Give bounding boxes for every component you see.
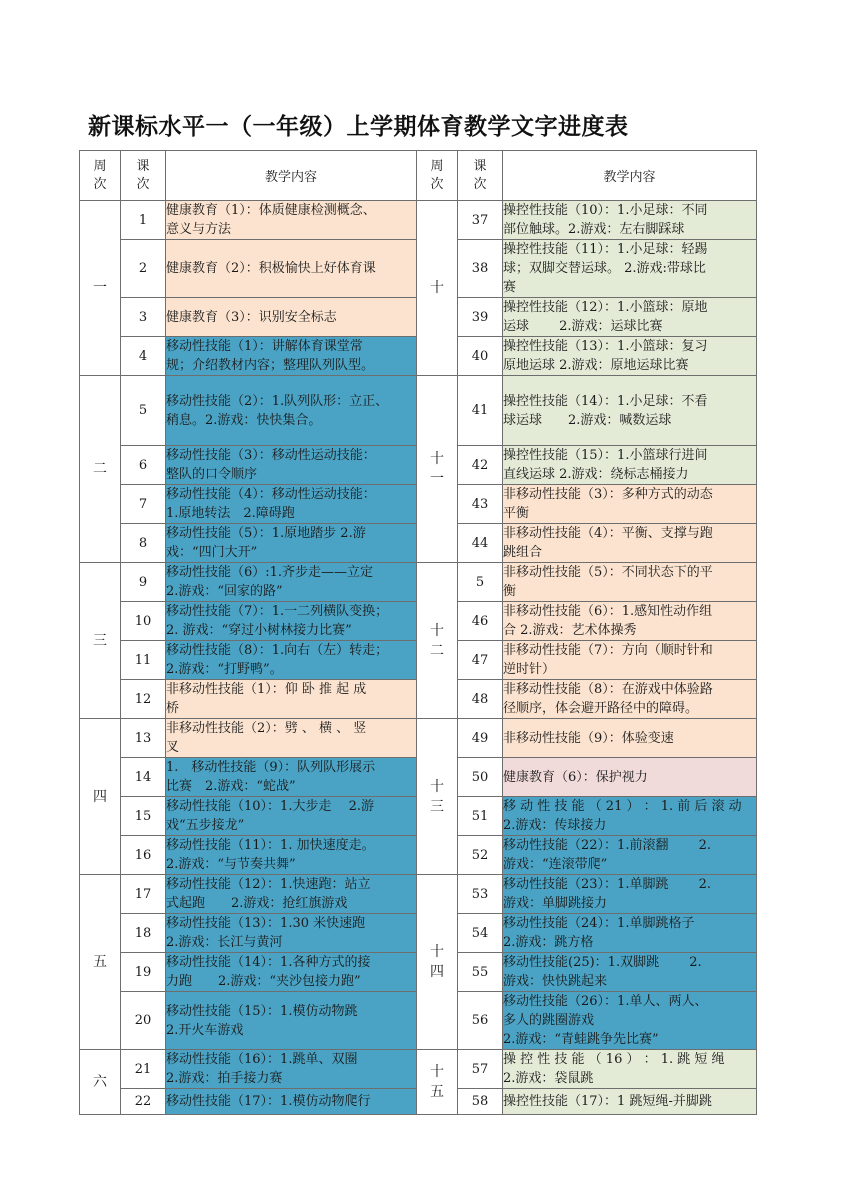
lesson-content-line: 2.游戏：长江与黄河	[166, 935, 283, 950]
week-label: 五	[430, 1084, 444, 1100]
lesson-number: 44	[458, 524, 503, 563]
week-label: 二	[93, 461, 107, 477]
lesson-content-line: 健康教育（1）：体质健康检测概念、	[166, 203, 376, 218]
week-label: 十	[430, 622, 444, 639]
lesson-content-line: 非移动性技能（4）：平衡、支撑与跑	[503, 526, 713, 541]
lesson-number: 47	[458, 641, 503, 680]
table-row	[80, 376, 757, 446]
lesson-content-line: 移动性技能（2）：1.队列队形：立正、	[166, 393, 389, 409]
lesson-content-line: 逆时针）	[503, 662, 556, 677]
lesson-content-line: 移动性技能（13）：1.30 米快速跑	[166, 916, 366, 931]
lesson-content	[166, 1050, 417, 1089]
lesson-content-line: 2.游戏：“与节奏共舞”	[166, 857, 296, 872]
week-label: 三	[430, 798, 444, 815]
lesson-number: 8	[121, 524, 166, 563]
lesson-content	[166, 914, 417, 953]
lesson-content	[503, 446, 757, 485]
lesson-content-line: 移动性技能(25)：1.双脚跳 2.	[503, 955, 702, 970]
lesson-content-line: 合 2.游戏：艺术体操秀	[503, 623, 637, 638]
lesson-content-line: 2.游戏：“回家的路”	[166, 584, 283, 599]
lesson-content	[166, 337, 417, 376]
header-row	[80, 151, 757, 201]
lesson-content-line: 操控性技能（11）：1.小足球：轻踢	[503, 242, 708, 257]
lesson-content-line: 操控性技能（12）：1.小篮球：原地	[503, 300, 708, 315]
lesson-content-line: 球；双脚交替运球。 2.游戏:带球比	[503, 261, 706, 276]
lesson-content	[166, 758, 417, 797]
lesson-content-line: 非移动性技能（5）：不同状态下的平	[503, 565, 713, 580]
lesson-number: 55	[458, 953, 503, 992]
lesson-content	[166, 524, 417, 563]
week-label: 十	[430, 1064, 444, 1080]
lesson-number: 17	[121, 875, 166, 914]
lesson-content	[503, 240, 757, 298]
lesson-content-line: 移动性技能（12）：1.快速跑：站立	[166, 877, 371, 892]
lesson-content-line: 游戏：单脚跳接力	[503, 896, 608, 911]
lesson-content	[503, 602, 757, 641]
lesson-content-line: 式起跑 2.游戏：抢红旗游戏	[166, 896, 348, 911]
table-row	[80, 719, 757, 758]
lesson-content	[503, 563, 757, 602]
lesson-content-line: 整队的口令顺序	[166, 467, 258, 482]
lesson-content-line: 移动性技能（16）：1.跳单、双圈	[166, 1052, 358, 1067]
week-cell	[417, 719, 458, 875]
lesson-content-line: 移动性技能（23）：1.单脚跳 2.	[503, 877, 711, 892]
lesson-content-line: 2.开火车游戏	[166, 1022, 244, 1038]
header-lesson: 课 次	[458, 151, 503, 201]
table-row	[80, 201, 757, 240]
lesson-content-line: 移动性技能（22）：1.前滚翻 2.	[503, 838, 711, 853]
lesson-content-line: 移动性技能（4）：移动性运动技能：	[166, 487, 376, 502]
lesson-number: 48	[458, 680, 503, 719]
table-row	[80, 563, 757, 602]
lesson-content-line: 桥	[166, 701, 180, 716]
week-label: 四	[430, 964, 444, 980]
lesson-content-line: 2.游戏：拍手接力赛	[166, 1071, 283, 1086]
lesson-content	[166, 602, 417, 641]
lesson-content-line: 径顺序，体会避开路径中的障碍。	[503, 701, 699, 716]
week-label: 二	[430, 642, 444, 659]
lesson-content	[166, 992, 417, 1050]
header-week: 周 次	[80, 151, 121, 201]
lesson-number: 51	[458, 797, 503, 836]
lesson-content-line: 移动性技能（6）:1.齐步走——立定	[166, 565, 374, 580]
lesson-content-line: 操 控 性 技 能 （ 16 ） ： 1. 跳 短 绳	[503, 1052, 725, 1067]
lesson-content	[166, 376, 417, 446]
lesson-content-line: 移动性技能（5）：1.原地踏步 2.游	[166, 526, 366, 541]
table-row	[80, 875, 757, 914]
lesson-content	[166, 953, 417, 992]
lesson-content	[503, 680, 757, 719]
lesson-number: 20	[121, 992, 166, 1050]
lesson-content-line: 移动性技能（10）：1.大步走 2.游	[166, 799, 374, 814]
lesson-content	[503, 797, 757, 836]
lesson-number: 41	[458, 376, 503, 446]
lesson-content-line: 非移动性技能（6）：1.感知性动作组	[503, 604, 713, 619]
lesson-content	[166, 485, 417, 524]
week-label: 五	[93, 954, 107, 970]
lesson-content-line: 规；介绍教材内容；整理队列队型。	[166, 358, 375, 373]
week-label: 十	[430, 944, 444, 960]
lesson-content-line: 操控性技能（13）：1.小篮球：复习	[503, 339, 708, 354]
lesson-content-line: 游戏：快快跳起来	[503, 974, 608, 989]
lesson-number: 12	[121, 680, 166, 719]
lesson-number: 46	[458, 602, 503, 641]
lesson-content-line: 移动性技能（1）：讲解体育课堂常	[166, 339, 363, 354]
lesson-content-line: 健康教育（3）：识别安全标志	[166, 309, 337, 325]
lesson-content	[503, 719, 757, 758]
lesson-number: 50	[458, 758, 503, 797]
lesson-content-line: 非移动性技能（7）：方向（顺时针和	[503, 643, 713, 658]
lesson-number: 38	[458, 240, 503, 298]
lesson-content-line: 移 动 性 技 能 （ 21 ） ： 1. 前 后 滚 动	[503, 799, 742, 814]
progress-table	[79, 150, 757, 1115]
lesson-content	[166, 641, 417, 680]
week-label: 一	[430, 471, 444, 487]
lesson-content	[503, 1050, 757, 1089]
lesson-content	[166, 680, 417, 719]
lesson-content	[166, 563, 417, 602]
lesson-content	[503, 914, 757, 953]
header-lesson: 课 次	[121, 151, 166, 201]
lesson-content-line: 健康教育（6）：保护视力	[503, 769, 648, 785]
week-cell	[417, 563, 458, 719]
lesson-number: 58	[458, 1089, 503, 1115]
lesson-content-line: 2.游戏：“打野鸭”。	[166, 662, 283, 677]
week-cell	[417, 1050, 458, 1115]
week-cell	[80, 201, 121, 376]
week-cell	[80, 1050, 121, 1115]
lesson-number: 43	[458, 485, 503, 524]
lesson-content-line: 操控性技能（10）：1.小足球：不同	[503, 203, 708, 218]
lesson-number: 9	[121, 563, 166, 602]
lesson-number: 18	[121, 914, 166, 953]
table-body	[80, 201, 757, 1115]
lesson-content-line: 赛	[503, 280, 517, 295]
lesson-content	[503, 485, 757, 524]
lesson-number: 40	[458, 337, 503, 376]
week-label: 十	[430, 778, 444, 795]
lesson-content-line: 跳组合	[503, 545, 543, 560]
lesson-number: 6	[121, 446, 166, 485]
lesson-content-line: 衡	[503, 584, 517, 599]
lesson-content-line: 稍息。2.游戏：快快集合。	[166, 412, 322, 428]
week-label: 三	[93, 632, 107, 649]
week-cell	[80, 719, 121, 875]
lesson-content-line: 非移动性技能（8）：在游戏中体验路	[503, 682, 713, 697]
lesson-content	[166, 719, 417, 758]
header-content: 教学内容	[503, 151, 757, 201]
lesson-number: 21	[121, 1050, 166, 1089]
lesson-content	[503, 1089, 757, 1115]
lesson-content-line: 健康教育（2）：积极愉快上好体育课	[166, 261, 376, 276]
lesson-content	[503, 992, 757, 1050]
lesson-number: 5	[121, 376, 166, 446]
lesson-number: 7	[121, 485, 166, 524]
lesson-content-line: 非移动性技能（2）：劈 、 横 、 竖	[166, 721, 367, 736]
lesson-content	[166, 836, 417, 875]
lesson-content-line: 非移动性技能（3）：多种方式的动态	[503, 487, 713, 502]
lesson-content	[166, 446, 417, 485]
lesson-number: 42	[458, 446, 503, 485]
lesson-content-line: 2.游戏：传球接力	[503, 818, 607, 833]
lesson-content-line: 意义与方法	[166, 222, 232, 237]
lesson-number: 4	[121, 337, 166, 376]
lesson-content-line: 运球 2.游戏：运球比赛	[503, 319, 663, 334]
lesson-number: 13	[121, 719, 166, 758]
lesson-content	[503, 201, 757, 240]
lesson-content	[503, 298, 757, 337]
page-title: 新课标水平一（一年级）上学期体育教学文字进度表	[88, 114, 629, 140]
lesson-number: 39	[458, 298, 503, 337]
lesson-number: 52	[458, 836, 503, 875]
week-label: 六	[93, 1074, 107, 1090]
header-week: 周 次	[417, 151, 458, 201]
lesson-content-line: 非移动性技能（9）：体验变速	[503, 730, 674, 746]
lesson-number: 5	[458, 563, 503, 602]
lesson-number: 57	[458, 1050, 503, 1089]
lesson-content-line: 部位触球。2.游戏：左右脚踩球	[503, 222, 685, 237]
lesson-content	[166, 797, 417, 836]
lesson-content	[166, 201, 417, 240]
lesson-content-line: 2.游戏：袋鼠跳	[503, 1071, 594, 1086]
lesson-content	[503, 337, 757, 376]
week-label: 十	[430, 280, 444, 296]
lesson-content-line: 原地运球 2.游戏：原地运球比赛	[503, 358, 689, 373]
lesson-content-line: 球运球 2.游戏：喊数运球	[503, 412, 672, 428]
lesson-number: 1	[121, 201, 166, 240]
lesson-content-line: 力跑 2.游戏：“夹沙包接力跑”	[166, 974, 361, 989]
lesson-number: 22	[121, 1089, 166, 1115]
lesson-number: 11	[121, 641, 166, 680]
week-cell	[80, 875, 121, 1050]
lesson-content-line: 1. 移动性技能（9）：队列队形展示	[166, 760, 376, 775]
lesson-content-line: 移动性技能（15）：1.模仿动物跳	[166, 1003, 358, 1019]
week-label: 一	[93, 280, 107, 296]
lesson-content-line: 直线运球 2.游戏：绕标志桶接力	[503, 467, 689, 482]
lesson-content-line: 移动性技能（17）：1.模仿动物爬行	[166, 1094, 371, 1109]
lesson-content-line: 移动性技能（26）：1.单人、两人、	[503, 994, 708, 1009]
lesson-content	[503, 836, 757, 875]
lesson-content-line: 2.游戏：跳方格	[503, 935, 594, 950]
lesson-number: 49	[458, 719, 503, 758]
lesson-content	[166, 240, 417, 298]
lesson-content-line: 平衡	[503, 506, 530, 521]
lesson-number: 37	[458, 201, 503, 240]
lesson-number: 10	[121, 602, 166, 641]
lesson-number: 54	[458, 914, 503, 953]
week-cell	[417, 376, 458, 563]
lesson-number: 56	[458, 992, 503, 1050]
lesson-content-line: 移动性技能（24）：1.单脚跳格子	[503, 916, 695, 931]
lesson-content	[166, 298, 417, 337]
lesson-content-line: 游戏：“连滚带爬”	[503, 857, 608, 872]
lesson-content-line: 移动性技能（7）：1.一二列横队变换；	[166, 604, 389, 619]
week-cell	[80, 376, 121, 563]
lesson-content	[503, 376, 757, 446]
lesson-content-line: 非移动性技能（1）：仰 卧 推 起 成	[166, 682, 367, 697]
lesson-number: 16	[121, 836, 166, 875]
lesson-content-line: 2.游戏：“青蛙跳争先比赛”	[503, 1032, 659, 1047]
lesson-content-line: 移动性技能（14）：1.各种方式的接	[166, 955, 371, 970]
lesson-content-line: 操控性技能（15）：1.小篮球行进间	[503, 448, 708, 463]
week-label: 十	[430, 451, 444, 467]
lesson-content-line: 叉	[166, 740, 180, 755]
lesson-number: 2	[121, 240, 166, 298]
lesson-content-line: 戏：“四门大开”	[166, 545, 258, 560]
header-content: 教学内容	[166, 151, 417, 201]
week-cell	[80, 563, 121, 719]
lesson-number: 3	[121, 298, 166, 337]
week-cell	[417, 201, 458, 376]
lesson-number: 53	[458, 875, 503, 914]
lesson-content	[503, 953, 757, 992]
lesson-number: 15	[121, 797, 166, 836]
lesson-content	[503, 875, 757, 914]
lesson-content	[503, 524, 757, 563]
week-label: 四	[93, 788, 107, 805]
lesson-content-line: 操控性技能（17）：1 跳短绳-并脚跳	[503, 1094, 712, 1109]
lesson-content	[503, 758, 757, 797]
lesson-content-line: 移动性技能（8）：1.向右（左）转走；	[166, 643, 389, 658]
lesson-content-line: 1.原地转法 2.障碍跑	[166, 506, 295, 521]
lesson-content	[166, 875, 417, 914]
lesson-content	[503, 641, 757, 680]
lesson-content	[166, 1089, 417, 1115]
table-row	[80, 1050, 757, 1089]
lesson-content-line: 戏“五步接龙”	[166, 818, 245, 833]
lesson-content-line: 比赛 2.游戏：“蛇战”	[166, 779, 296, 794]
lesson-content-line: 多人的跳圈游戏	[503, 1013, 595, 1028]
lesson-content-line: 操控性技能（14）：1.小足球：不看	[503, 393, 708, 409]
lesson-content-line: 2. 游戏：“穿过小树林接力比赛”	[166, 623, 352, 638]
lesson-number: 19	[121, 953, 166, 992]
week-cell	[417, 875, 458, 1050]
lesson-number: 14	[121, 758, 166, 797]
lesson-content-line: 移动性技能（3）：移动性运动技能：	[166, 448, 376, 463]
lesson-content-line: 移动性技能（11）：1. 加快速度走。	[166, 838, 375, 853]
